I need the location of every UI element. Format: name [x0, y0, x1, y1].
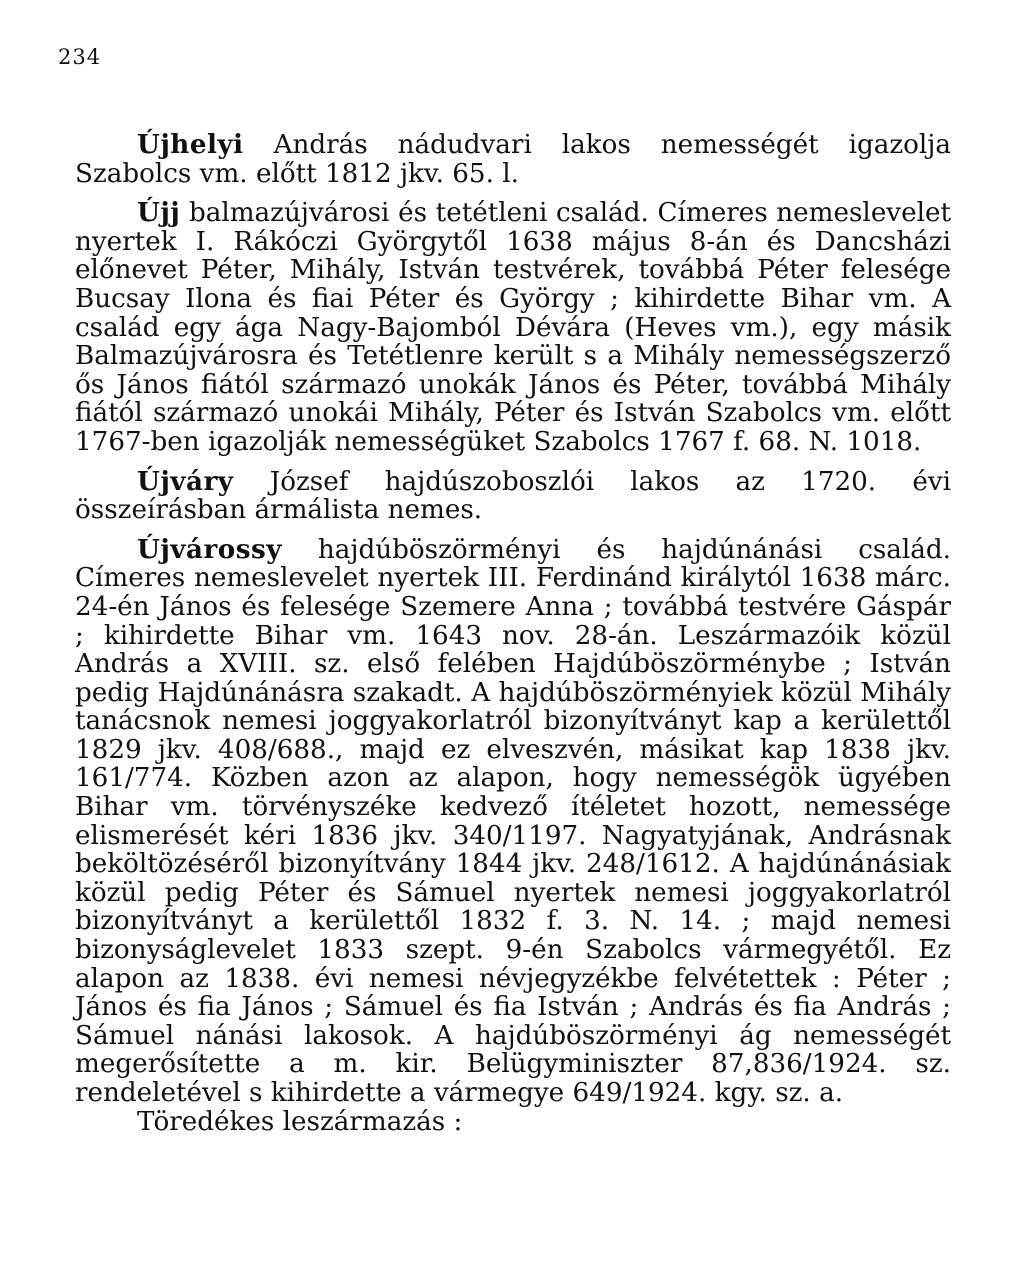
- entry-ujj: [75, 199, 951, 456]
- entry-text: József hajdúszoboszlói lakos az 1720. évi összeírásban ármálista nemes.: [75, 466, 951, 526]
- entry-text: hajdúböszörményi és hajdúnánási család. Címeres nemeslevelet nyertek III. Ferdinánd királytól 1638 márc. 24-én János és felesége Szemere Anna ; továbbá testvére Gáspár ; kihirdette Bihar vm. 1643 nov. 28-án. Leszármazóik közül András a XVIII. sz. első felében Hajdúböszörménybe ; István pedig Hajdúnánásra szakadt. A hajdúböszörményiek közül Mihály tanácsnok nemesi joggyakorlatról bizonyítványt kap a kerülettől 1829 jkv. 408/688., majd ez elveszvén, másikat kap 1838 jkv. 161/774. Közben azon az alapon, hogy nemességök ügyében Bihar vm. törvényszéke kedvező ítéletet hozott, nemessége elismerését kéri 1836 jkv. 340/1197. Nagyatyjának, Andrásnak beköltözéséről bizonyítvány 1844 jkv. 248/1612. A hajdúnánásiak közül pedig Péter és Sámuel nyertek nemesi joggyakorlatról bizonyítványt a kerülettől 1832 f. 3. N. 14. ; majd nemesi bizonyságlevelet 1833 szept. 9-én Szabolcs vármegyétől. Ez alapon az 1838. évi nemesi névjegyzékbe felvétettek : Péter ; János és fia János ; Sámuel és fia István ; András és fia András ; Sámuel nánási lakosok. A hajdúböszörményi ág nemességét megerősítette a m. kir. Belügyminiszter 87,836/1924. sz. rendeletével s kihirdette a vármegye 649/1924. kgy. sz. a.: [75, 534, 951, 1108]
- entry-name: Újhelyi: [137, 129, 244, 160]
- entry-text: András nádudvari lakos nemességét igazolja Szabolcs vm. előtt 1812 jkv. 65. l.: [75, 130, 951, 189]
- entry-ujhelyi: [75, 131, 951, 188]
- entry-ujvarossy: [75, 533, 951, 1108]
- entry-ujvary: [75, 465, 951, 526]
- fragmentary-descent-heading: Töredékes leszármazás :: [137, 1106, 463, 1137]
- page-number: 234: [58, 45, 102, 69]
- entry-name: Újvárossy: [137, 533, 282, 565]
- entry-text: balmazújvárosi és tetétleni család. Címeres nemeslevelet nyertek I. Rákóczi Györgytől 1638 május 8-án és Dancsházi előnevet Péter, Mihály, István testvérek, továbbá Péter felesége Bucsay Ilona és fiai Péter és György ; kihirdette Bihar vm. A család egy ága Nagy-Bajomból Dévára (Heves vm.), egy másik Balmazújvárosra és Tetétlenre került s a Mihály nemességszerző ős János fiától származó unokák János és Péter, továbbá Mihály fiától származó unokái Mihály, Péter és István Szabolcs vm. előtt 1767-ben igazolják nemességüket Szabolcs 1767 f. 68. N. 1018.: [75, 198, 951, 457]
- entry-name: Újj: [137, 197, 181, 229]
- entry-name: Újváry: [137, 465, 234, 497]
- page-body: [75, 131, 951, 1136]
